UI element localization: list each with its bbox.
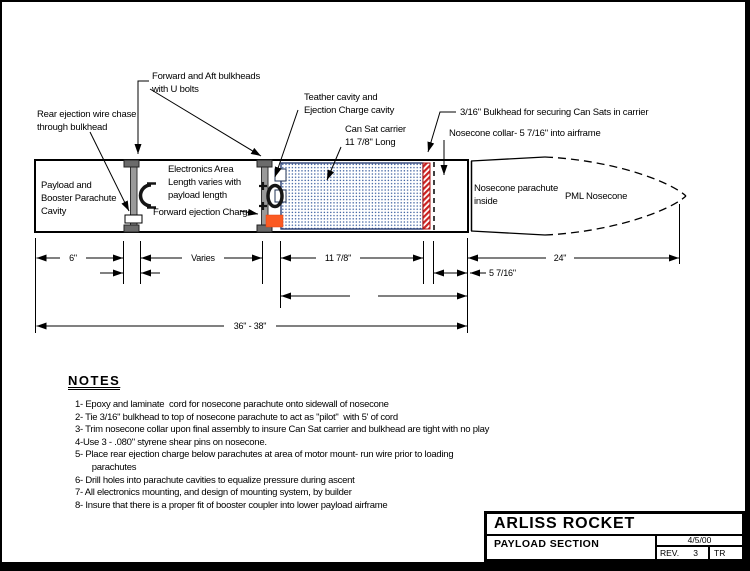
electronics-area-label: Electronics Area: [168, 164, 234, 175]
initials-text: TR: [714, 548, 726, 558]
rear-ejection-label: Rear ejection wire chase: [37, 109, 137, 120]
electronics-area-label: Length varies with: [168, 177, 241, 188]
payload-cavity-label: Cavity: [41, 206, 67, 217]
dim-label-varies: Varies: [191, 253, 215, 263]
nosecone-collar-label: Nosecone collar- 5 7/16" into airframe: [449, 128, 601, 139]
rev-label: REV.: [660, 548, 680, 558]
securing-bulkhead: [423, 163, 430, 229]
dim-label-6: 6": [69, 253, 77, 263]
nosecone-parachute-label: Nosecone parachute: [474, 183, 559, 194]
drawing-title: ARLISS ROCKET: [487, 514, 742, 536]
fwd-aft-bulkheads-label: with U bolts: [152, 84, 199, 95]
notes-heading: NOTES: [68, 373, 121, 388]
note-line: 6- Drill holes into parachute cavities to equalize pressure during ascent: [75, 474, 355, 486]
dim-label-24: 24": [553, 253, 567, 263]
rear-ejection-label: through bulkhead: [37, 122, 108, 133]
note-line: 3- Trim nosecone collar upon final assembly to insure Can Sat carrier and bulkhead are tight with no play: [75, 424, 490, 436]
revision-cell: [657, 547, 710, 559]
drawing-subtitle: PAYLOAD SECTION: [494, 538, 600, 550]
note-line: 4-Use 3 - .080" styrene shear pins on nosecone.: [75, 436, 267, 448]
dimension-lines: [37, 258, 680, 326]
teather-cavity-label: Teather cavity and: [304, 92, 378, 103]
dim-label-11-78: 11 7/8": [324, 253, 352, 263]
note-line: 8- Insure that there is a proper fit of booster coupler into lower payload airframe: [75, 499, 388, 511]
note-line: 2- Tie 3/16" bulkhead to top of nosecone parachute to act as "pilot" with 5' of cord: [75, 411, 398, 423]
pml-nosecone-label: PML Nosecone: [565, 191, 628, 202]
leader-fwd-aft-left: [138, 81, 149, 154]
title-block: [484, 511, 745, 562]
electronics-area-label: payload length: [168, 190, 228, 201]
cansat-carrier-label: Can Sat carrier: [345, 124, 406, 135]
drawing-date: 4/5/00: [657, 536, 742, 547]
bulkhead-316-label: 3/16" Bulkhead for securing Can Sats in carrier: [460, 107, 649, 118]
leader-fwd-aft-right: [150, 89, 261, 156]
payload-cavity-label: Booster Parachute: [41, 193, 117, 204]
cansat-carrier: [275, 163, 423, 229]
fwd-aft-bulkheads-label: Forward and Aft bulkheads: [152, 71, 261, 82]
wire-chase: [125, 215, 142, 223]
dim-label-36-38: 36" - 38": [233, 321, 267, 331]
title-block-meta: [655, 536, 742, 559]
nosecone-parachute-label: inside: [474, 196, 498, 207]
forward-ejection-charge: [266, 215, 283, 227]
note-line: 7- All electronics mounting, and design of mounting system, by builder: [75, 487, 352, 499]
cansat-carrier-label: 11 7/8" Long: [345, 137, 396, 148]
dim-label-5-716: 5 7/16": [489, 268, 516, 278]
payload-cavity-label: Payload and: [41, 180, 92, 191]
note-line: 1- Epoxy and laminate cord for nosecone parachute onto sidewall of nosecone: [75, 399, 389, 410]
notes-list: [75, 399, 595, 512]
note-line: 5- Place rear ejection charge below parachutes at area of motor mount- run wire prior to loading: [75, 449, 454, 461]
note-line: parachutes: [75, 461, 137, 473]
teather-cavity-label: Ejection Charge cavity: [304, 105, 395, 116]
drafter-initials: [710, 547, 742, 559]
forward-ejection-label: Forward ejection Charge: [153, 207, 253, 218]
notes-section: [68, 372, 490, 511]
rev-value: 3: [693, 548, 698, 558]
